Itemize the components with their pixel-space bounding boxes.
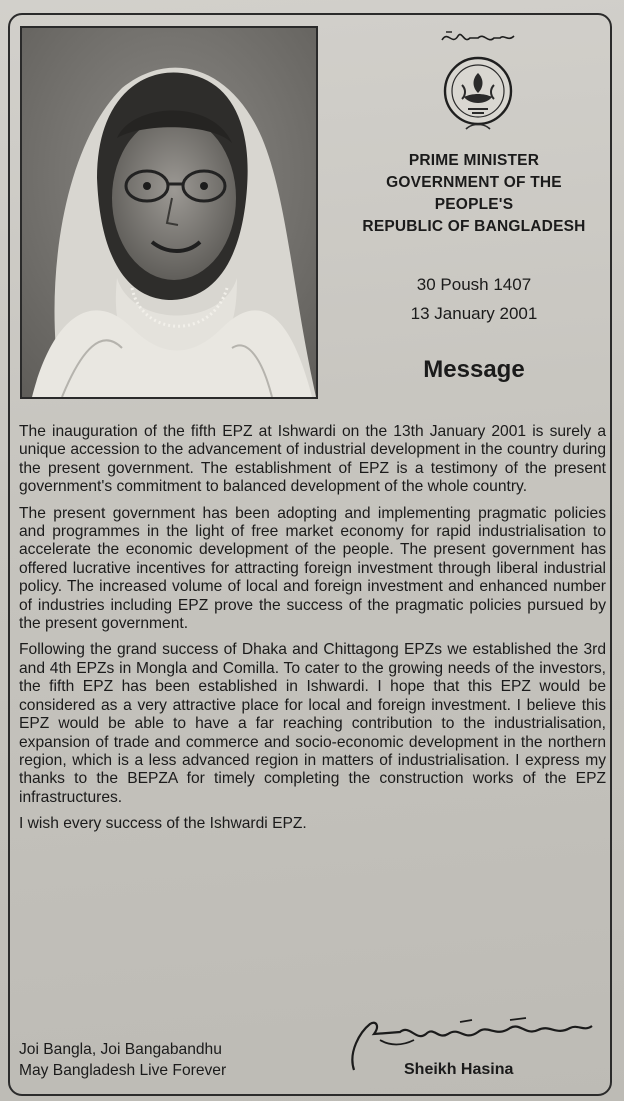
closing-line: Joi Bangla, Joi Bangabandhu (19, 1041, 222, 1058)
paragraph: The present government has been adopting and implementing pragmatic policies and programmes in the light of free market economy for rapid industrialisation to accelerate the economic development of the people. The present government has offered lucrative incentives for attracting foreign investment through liberal industrial policy. The increased volume of local and foreign investment and enhanced number of industries including EPZ prove the success of the pragmatic policies pursued by the present government. (19, 504, 606, 633)
office-line: PRIME MINISTER (408, 152, 540, 169)
closing-slogans (19, 1039, 319, 1081)
office-line: GOVERNMENT OF THE (386, 174, 562, 191)
date-block (322, 270, 624, 328)
portrait-photo (20, 26, 318, 399)
signature-mark-icon (438, 26, 518, 50)
closing-line: May Bangladesh Live Forever (19, 1062, 227, 1079)
gregorian-date: 13 January 2001 (410, 304, 538, 323)
office-line: PEOPLE'S (434, 196, 514, 213)
message-body (19, 423, 606, 842)
paragraph: Following the grand success of Dhaka and Chittagong EPZs we established the 3rd and 4th EPZs in Mongla and Comilla. To cater to the growing needs of the investors, the fifth EPZ has been established in Ishwardi. I hope that this EPZ would be considered as a very attractive place for local and foreign investment. I believe this EPZ would be able to have a far reaching contribution to the industrialisation, expansion of trade and commerce and socio-economic development in the northern region, which is a less advanced region in matters of industrialisation. I express my thanks to the BEPZA for timely completing the construction works of the EPZ infrastructures. (19, 641, 606, 806)
office-title (322, 150, 624, 238)
message-heading: Message (423, 356, 525, 383)
office-line: REPUBLIC OF BANGLADESH (362, 218, 586, 235)
paragraph: The inauguration of the fifth EPZ at Ishwardi on the 13th January 2001 is surely a unique accession to the advancement of industrial development in the country during the present government. The establishment of EPZ is a testimony of the present government's commitment to balanced development of the whole country. (19, 423, 606, 496)
signer-name: Sheikh Hasina (404, 1061, 514, 1078)
portrait-icon (22, 28, 316, 397)
paragraph: I wish every success of the Ishwardi EPZ. (19, 815, 307, 833)
government-seal-icon (442, 55, 514, 135)
bangla-date: 30 Poush 1407 (416, 275, 532, 294)
